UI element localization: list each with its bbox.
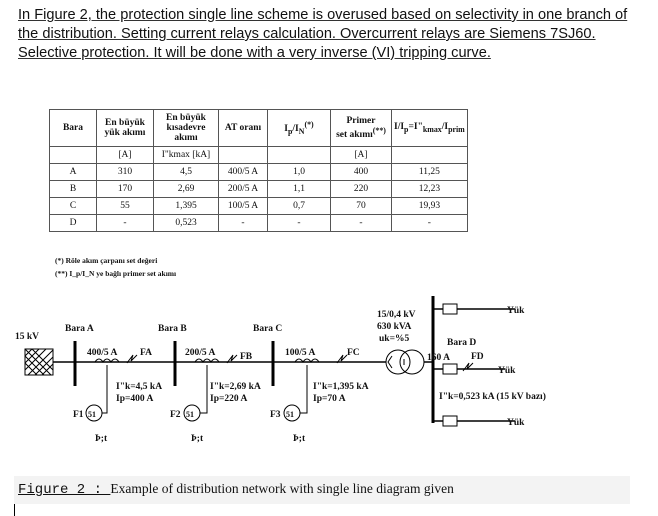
table-note-2: (**) I_p/I_N ye bağlı primer set akımı [55,269,177,278]
caption-text: Example of distribution network with single line diagram given [110,481,454,496]
load-1-label: Yük [507,306,525,316]
figure-image [15,101,655,473]
single-line-diagram [15,101,655,473]
unit-sc: I"kmax [kA] [154,147,219,164]
text-cursor [14,504,15,516]
th-sc: En büyük kısadevre akımı [154,110,219,147]
caption-label: Figure 2 : [18,482,111,498]
th-ratio: $I/I_p=I"_{kmax}/I_{prim}$ [392,110,468,147]
fault-c-label: FC [347,348,360,358]
table-row: D - 0,523 - - - - [50,215,468,232]
relay-f1-curve: Þ;t [95,434,108,444]
intro-paragraph [18,6,638,63]
relay-f3-label: F3 [270,410,281,420]
bus-d-label: Bara D [447,338,477,348]
ip-b-label: Ip=220 A [210,394,248,404]
ct-a-label: 400/5 A [87,348,118,358]
trafo-ratio: 15/0,4 kV [377,310,416,320]
fault-d-label: FD [471,352,484,362]
table-row: B 170 2,69 200/5 A 1,1 220 12,23 [50,181,468,198]
table-row: C 55 1,395 100/5 A 0,7 70 19,93 [50,198,468,215]
th-primer: Primer set akımı(**) [331,110,392,147]
unit-primer: [A] [331,147,392,164]
fault-b-label: FB [240,352,253,362]
bus-c-label: Bara C [253,324,283,334]
ct-b-label: 200/5 A [185,348,216,358]
relay-f3-curve: Þ;t [293,434,306,444]
ip-a-label: Ip=400 A [116,394,154,404]
source-label: 15 kV [15,332,40,342]
ik-a-label: I"k=4,5 kA [116,382,163,392]
relay-f2-curve: Þ;t [191,434,204,444]
fault-a-label: FA [140,348,152,358]
transformer-icon [386,350,410,374]
intro-text: In Figure 2, the protection single line scheme is overused based on selectivity in one branch of the distribution. Setting current relays calculation. Overcurrent relays are Siemens 7SJ60. Selective protection. It will be done with a very inverse (VI) tripping curve. [18,7,628,61]
relay-f1-label: F1 [73,410,84,420]
relay-f2-label: F2 [170,410,181,420]
trafo-uk: uk=%5 [379,334,410,344]
th-load: En büyük yük akımı [97,110,154,147]
fuse-d-label: 160 A [427,353,450,363]
unit-load: [A] [97,147,154,164]
relay-f1-code: 51 [88,410,96,419]
figure-caption [14,476,630,504]
table-row: A 310 4,5 400/5 A 1,0 400 11,25 [50,164,468,181]
relay-f3-code: 51 [286,410,294,419]
load-2-label: Yük [498,366,516,376]
load-3-label: Yük [507,418,525,428]
ik-d-label: I"k=0,523 kA (15 kV bazı) [439,392,546,402]
th-ct: AT oranı [219,110,268,147]
th-ipin: $I_p/I_N^{(*)}$ [268,110,331,147]
fault-d-icon [463,363,473,371]
th-bara: Bara [50,110,97,147]
bus-a-label: Bara A [65,324,94,334]
bus-b-label: Bara B [158,324,187,334]
trafo-rating: 630 kVA [377,322,412,332]
relay-f2-code: 51 [186,410,194,419]
ik-c-label: I"k=1,395 kA [313,382,369,392]
ip-c-label: Ip=70 A [313,394,346,404]
ik-b-label: I"k=2,69 kA [210,382,261,392]
table-note-1: (*) Röle akım çarpanı set değeri [55,256,158,265]
ct-c-label: 100/5 A [285,348,316,358]
